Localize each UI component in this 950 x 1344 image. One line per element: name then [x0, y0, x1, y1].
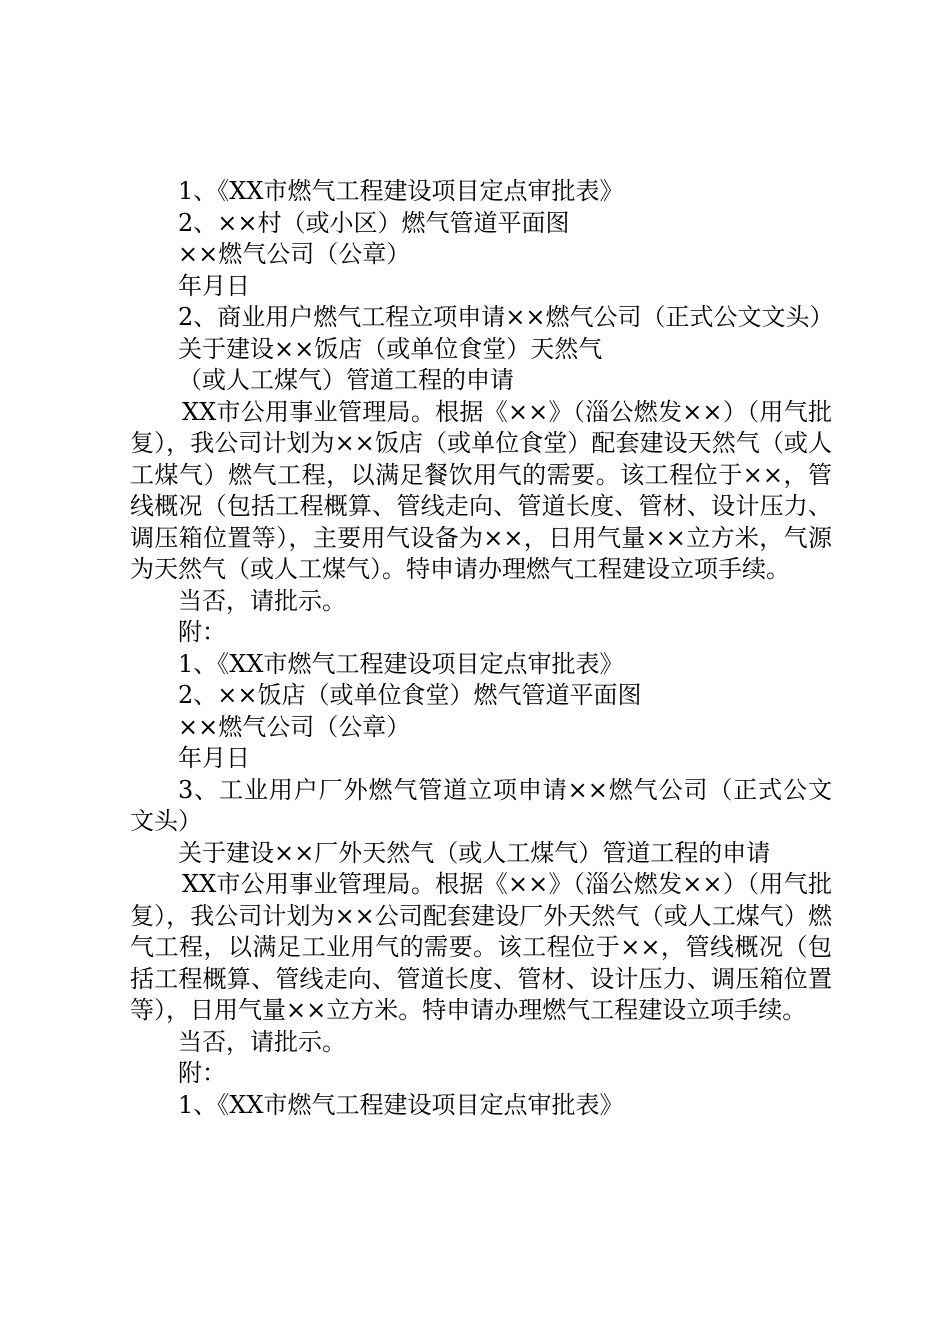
date-line: 年月日 [178, 271, 250, 300]
attachment-label: 附： [178, 618, 226, 646]
date-line: 年月日 [178, 744, 250, 772]
section-heading-commercial: 2、商业用户燃气工程立项申请××燃气公司（正式公文文头） [178, 303, 834, 331]
attachment-item-1: 1、《XX市燃气工程建设项目定点审批表》 [178, 649, 624, 678]
application-title-line-1: 关于建设××饭店（或单位食堂）天然气 [178, 334, 603, 363]
request-line: 当否，请批示。 [178, 586, 346, 615]
attachment-label: 附： [178, 1059, 226, 1087]
request-line: 当否，请批示。 [178, 1027, 346, 1056]
attachment-item-2: 2、××饭店（或单位食堂）燃气管道平面图 [178, 681, 642, 709]
application-body-paragraph: XX市公用事业管理局。根据《××》（淄公燃发××）（用气批复），我公司计划为××公司配套建设厂外天然气（或人工煤气）燃气工程，以满足工业用气的需要。该工程位于××，管线概况（包括工程概算、管线走向、管道长度、管材、设计压力、调压箱位置等），日用气量××立方米。特申请办理燃气工程建设立项手续。 [130, 870, 832, 1024]
attachment-item-1: 1、《XX市燃气工程建设项目定点审批表》 [178, 177, 624, 205]
company-seal: ××燃气公司（公章） [178, 712, 411, 741]
company-seal: ××燃气公司（公章） [178, 240, 411, 268]
application-body-paragraph: XX市公用事业管理局。根据《××》（淄公燃发××）（用气批复），我公司计划为××饭店（或单位食堂）配套建设天然气（或人工煤气）燃气工程，以满足餐饮用气的需要。该工程位于××，管线概况（包括工程概算、管线走向、管道长度、管材、设计压力、调压箱位置等），主要用气设备为××，日用气量××立方米，气源为天然气（或人工煤气）。特申请办理燃气工程建设立项手续。 [130, 397, 832, 583]
attachment-item-1: 1、《XX市燃气工程建设项目定点审批表》 [178, 1090, 624, 1119]
application-title-line-2: （或人工煤气）管道工程的申请 [178, 366, 514, 394]
section-heading-industrial: 3、工业用户厂外燃气管道立项申请××燃气公司（正式公文文头） [130, 775, 832, 835]
attachment-item-2: 2、××村（或小区）燃气管道平面图 [178, 208, 570, 237]
application-title: 关于建设××厂外天然气（或人工煤气）管道工程的申请 [178, 838, 771, 867]
document-body [130, 176, 832, 1121]
